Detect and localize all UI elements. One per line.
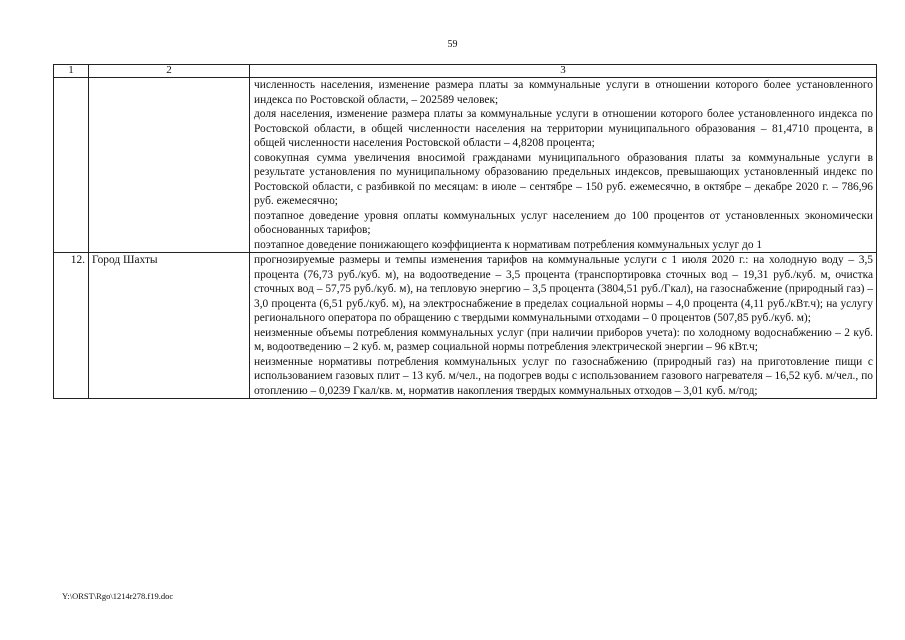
column-header-1: 1: [54, 65, 89, 78]
column-header-2: 2: [89, 65, 250, 78]
page-number: 59: [447, 39, 458, 50]
description-cell: [250, 253, 877, 399]
row-number-cell: 12.: [54, 253, 89, 399]
paragraph: неизменные нормативы потребления коммунальных услуг по газоснабжению (природный газ) на приготовление пищи с использованием газовых плит – 13 куб. м/чел., на подогрев воды с использованием газового нагревателя – 16,52 куб. м/чел., по отоплению – 0,0239 Гкал/кв. м, норматив накопления твердых коммунальных отходов – 3,01 куб. м/год;: [254, 355, 873, 397]
table-row: [54, 253, 877, 399]
row-number-cell: [54, 78, 89, 253]
document-table: [53, 64, 877, 399]
paragraph: неизменные объемы потребления коммунальных услуг (при наличии приборов учета): по холодному водоснабжению – 2 куб. м, водоотведению – 2 куб. м, размер социальной нормы потребления электрической энергии – 96 кВт.ч;: [254, 326, 873, 353]
municipality-cell: [89, 78, 250, 253]
column-header-3: 3: [250, 65, 877, 78]
paragraph: доля населения, изменение размера платы за коммунальные услуги в отношении которого более установленного индекса по Ростовской области, в общей численности населения на территории муниципального образования – 81,4710 процента, в общей численности населения Ростовской области – 4,8208 процента;: [254, 108, 873, 149]
paragraph: поэтапное доведение уровня оплаты коммунальных услуг населением до 100 процентов от установленных экономически обоснованных тарифов;: [254, 209, 873, 236]
paragraph: численность населения, изменение размера платы за коммунальные услуги в отношении которого более установленного индекса по Ростовской области, – 202589 человек;: [254, 79, 873, 106]
paragraph: совокупная сумма увеличения вносимой гражданами муниципального образования платы за коммунальные услуги в результате установления по муниципальному образованию предельных индексов, превышающих установленный индекс по Ростовской области, с разбивкой по месяцам: в июле – сентябре – 150 руб. ежемесячно, в октябре – декабре 2020 г. – 786,96 руб. ежемесячно;: [254, 151, 873, 207]
paragraph: прогнозируемые размеры и темпы изменения тарифов на коммунальные услуги с 1 июля 2020 г.: на холодную воду – 3,5 процента (76,73 руб./куб. м), на водоотведение – 3,5 процента (транспортировка сточных вод – 19,31 руб./куб. м, очистка сточных вод – 57,75 руб./куб. м), на тепловую энергию – 3,5 процента (3804,51 руб./Гкал), на газоснабжение (природный газ) – 3,0 процента (6,51 руб./куб. м), на электроснабжение в пределах социальной нормы – 4,0 процента (4,11 руб./кВт.ч); на услугу регионального оператора по обращению с твердыми коммунальными отходами – 0 процентов (507,85 руб./куб. м);: [254, 254, 873, 324]
paragraph: поэтапное доведение понижающего коэффициента к нормативам потребления коммунальных услуг до 1: [254, 238, 763, 251]
table-header-row: [54, 65, 877, 78]
file-path-footer: Y:\ORST\Rgo\1214r278.f19.doc: [62, 591, 174, 601]
description-cell: [250, 78, 877, 253]
table-row: [54, 78, 877, 253]
municipality-cell: Город Шахты: [89, 253, 250, 399]
